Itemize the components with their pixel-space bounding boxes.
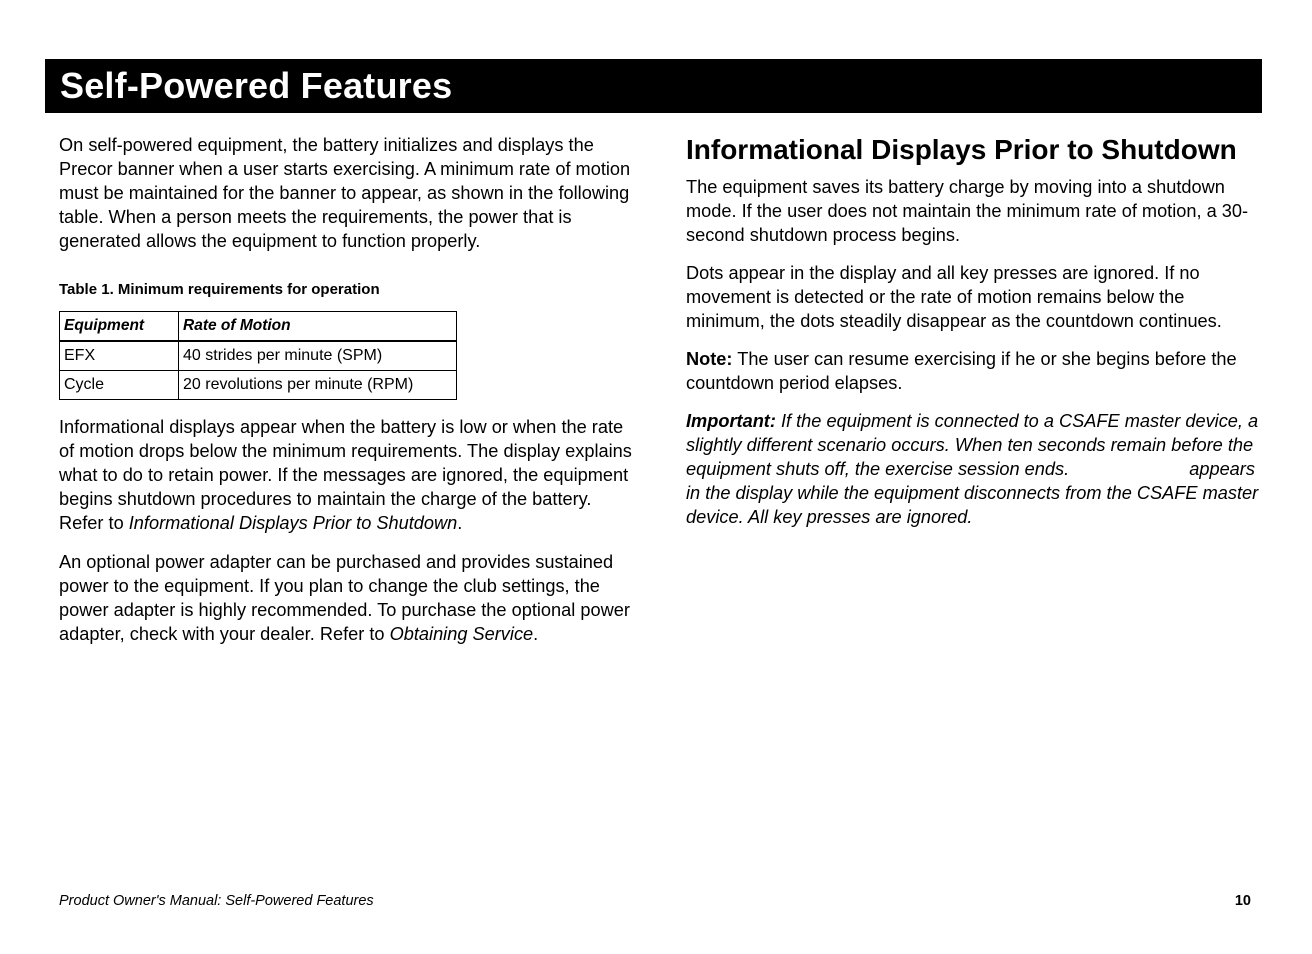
table-row bbox=[60, 341, 457, 371]
dots-paragraph: Dots appear in the display and all key presses are ignored. If no movement is detected or the rate of motion remains below the minimum, the dots steadily disappear as the countdown continues. bbox=[686, 263, 1222, 331]
page-title: Self-Powered Features bbox=[60, 65, 453, 106]
left-column bbox=[59, 132, 639, 646]
note-paragraph bbox=[686, 347, 1261, 395]
cross-reference-link[interactable]: Obtaining Service bbox=[389, 624, 534, 644]
important-text-continued: appears in the display while the equipment disconnects from the CSAFE master device. All key presses are ignored. bbox=[686, 459, 1259, 527]
table-cell-rate: 40 strides per minute (SPM) bbox=[179, 341, 457, 371]
intro-paragraph: On self-powered equipment, the battery initializes and displays the Precor banner when a user starts exercising. A minimum rate of motion must be maintained for the banner to appear, as shown in the following table. When a person meets the requirements, the power that is generated allows the equipment to function properly. bbox=[59, 135, 631, 251]
page-number: 10 bbox=[1234, 893, 1251, 909]
paragraph-text: An optional power adapter can be purchased and provides sustained power to the equipment. If you plan to change the club settings, the power adapter is highly recommended. To purchase the optional power adapter, check with your dealer. Refer to bbox=[59, 552, 630, 644]
right-column bbox=[686, 132, 1261, 529]
informational-displays-paragraph bbox=[59, 415, 639, 535]
paragraph-end: . bbox=[533, 624, 539, 644]
section-heading: Informational Displays Prior to Shutdown bbox=[686, 134, 1237, 165]
important-text: If the equipment is connected to a CSAFE master device, a slightly different scenario occurs. When ten seconds remain before the equipment shuts off, the exercise session ends. bbox=[686, 411, 1259, 479]
important-label: Important: bbox=[686, 411, 776, 431]
title-bar bbox=[45, 59, 1262, 113]
paragraph-end: . bbox=[457, 513, 463, 533]
table-cell-equipment: Cycle bbox=[60, 371, 179, 400]
note-text: The user can resume exercising if he or she begins before the countdown period elapses. bbox=[686, 349, 1237, 393]
footer-title: Product Owner's Manual: Self-Powered Features bbox=[59, 893, 374, 909]
requirements-table bbox=[59, 311, 457, 400]
table-header-rate: Rate of Motion bbox=[179, 312, 457, 342]
paragraph-text: Informational displays appear when the battery is low or when the rate of motion drops below the minimum requirements. The display explains what to do to retain power. If the messages are ignored, the equipment begins shutdown procedures to maintain the charge of the battery. Refer to bbox=[59, 417, 632, 533]
cross-reference-link[interactable]: Informational Displays Prior to Shutdown bbox=[128, 513, 458, 533]
power-adapter-paragraph bbox=[59, 550, 639, 646]
table-cell-equipment: EFX bbox=[60, 341, 179, 371]
table-cell-rate: 20 revolutions per minute (RPM) bbox=[179, 371, 457, 400]
table-row bbox=[60, 371, 457, 400]
note-label: Note: bbox=[686, 349, 733, 369]
shutdown-mode-paragraph: The equipment saves its battery charge by moving into a shutdown mode. If the user does not maintain the minimum rate of motion, a 30-second shutdown process begins. bbox=[686, 177, 1249, 245]
table-header-row bbox=[60, 312, 457, 342]
table-header-equipment: Equipment bbox=[60, 312, 179, 342]
table-caption: Table 1. Minimum requirements for operation bbox=[59, 281, 380, 298]
important-paragraph bbox=[686, 409, 1261, 529]
